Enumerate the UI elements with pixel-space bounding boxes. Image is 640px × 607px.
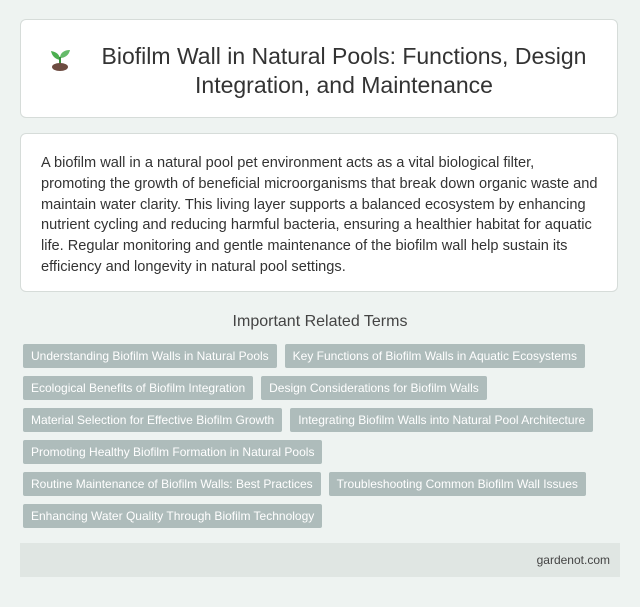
summary-card <box>20 133 618 292</box>
related-term-tag[interactable]: Enhancing Water Quality Through Biofilm Technology <box>23 504 322 528</box>
related-terms-list <box>23 344 623 536</box>
related-term-tag[interactable]: Promoting Healthy Biofilm Formation in Natural Pools <box>23 440 322 464</box>
related-term-tag[interactable]: Key Functions of Biofilm Walls in Aquatic Ecosystems <box>285 344 585 368</box>
related-term-tag[interactable]: Routine Maintenance of Biofilm Walls: Best Practices <box>23 472 321 496</box>
summary-text: A biofilm wall in a natural pool pet environment acts as a vital biological filter, promoting the growth of beneficial microorganisms that break down organic waste and maintain water clarity. This living layer supports a balanced ecosystem by enhancing nutrient cycling and reducing harmful bacteria, ensuring a healthier habitat for aquatic life. Regular monitoring and gentle maintenance of the biofilm wall help sustain its efficiency and longevity in natural pool settings. <box>41 155 598 275</box>
related-term-tag[interactable]: Troubleshooting Common Biofilm Wall Issues <box>329 472 586 496</box>
title-card <box>20 19 618 118</box>
related-term-tag[interactable]: Material Selection for Effective Biofilm Growth <box>23 408 282 432</box>
page-title: Biofilm Wall in Natural Pools: Functions, Design Integration, and Maintenance <box>101 43 587 98</box>
related-term-tag[interactable]: Ecological Benefits of Biofilm Integration <box>23 376 253 400</box>
related-term-tag[interactable]: Integrating Biofilm Walls into Natural Pool Architecture <box>290 408 593 432</box>
related-term-tag[interactable]: Design Considerations for Biofilm Walls <box>261 376 487 400</box>
footer <box>20 543 620 577</box>
related-term-tag[interactable]: Understanding Biofilm Walls in Natural Pools <box>23 344 277 368</box>
related-terms-heading: Important Related Terms <box>232 313 408 330</box>
footer-site-link[interactable]: gardenot.com <box>536 553 610 567</box>
